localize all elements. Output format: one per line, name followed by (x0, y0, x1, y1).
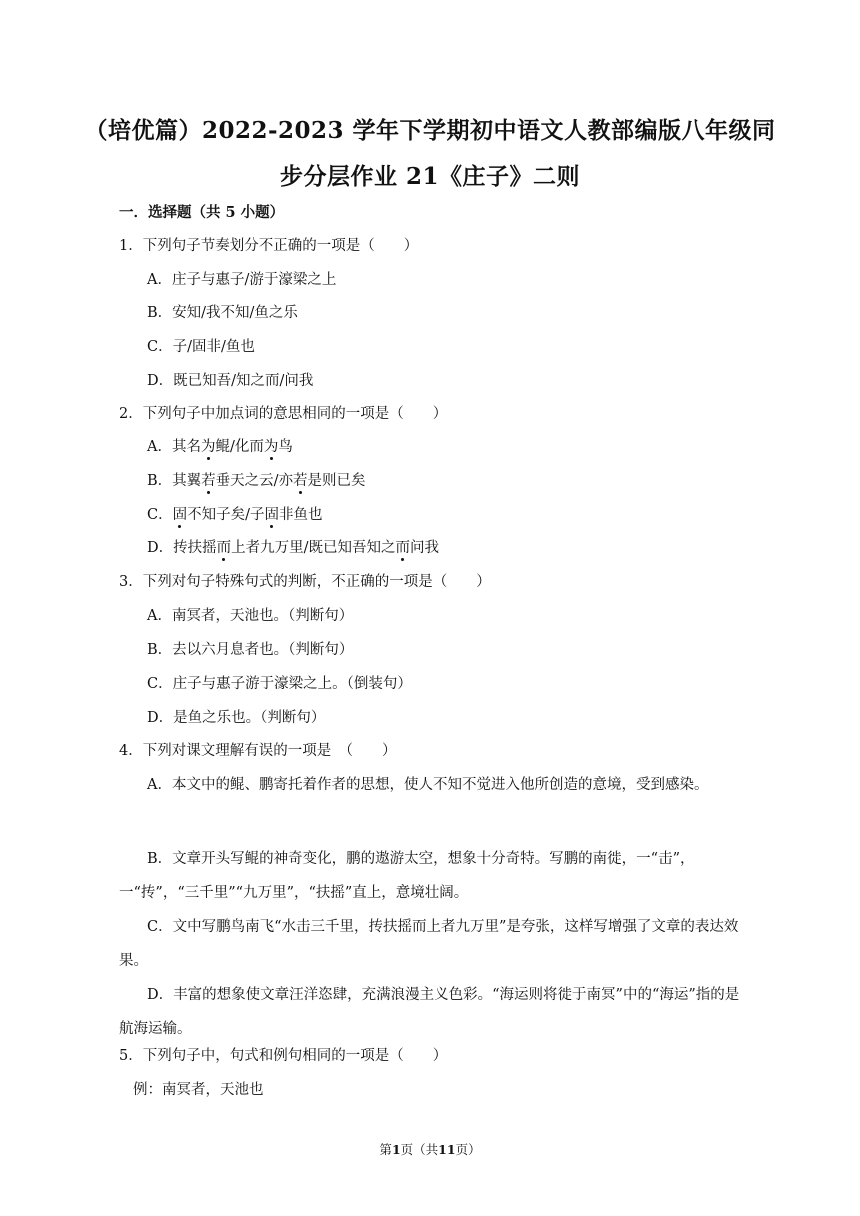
dotted-word: 固 (264, 507, 279, 523)
option-text: 上者九万里/既已知吾知之 (231, 540, 396, 556)
question-1-stem: 1．下列句子节奏划分不正确的一项是（ ） (119, 238, 419, 254)
option-text: D．抟扶摇 (147, 540, 217, 556)
option-text: 问我 (410, 540, 440, 556)
dotted-word: 为 (263, 439, 279, 455)
question-2-option-c (147, 505, 323, 525)
question-1-option-b: B．安知/我不知/鱼之乐 (147, 305, 298, 321)
dotted-word: 若 (201, 473, 216, 489)
question-3-stem: 3．下列对句子特殊句式的判断，不正确的一项是（ ） (119, 574, 491, 590)
option-text: 非鱼也 (279, 507, 323, 523)
question-4-stem: 4．下列对课文理解有误的一项是 （ ） (119, 743, 397, 759)
option-text: 不知子矣/子 (187, 507, 265, 523)
question-2-option-b (147, 471, 366, 491)
dotted-word: 而 (395, 540, 411, 556)
option-text: 垂天之云/亦 (215, 473, 294, 489)
question-2-option-d (147, 538, 439, 558)
question-3-option-a: A．南冥者，天池也。（判断句） (147, 608, 354, 624)
question-1-option-a: A．庄子与惠子/游于濠梁之上 (147, 272, 337, 288)
footer-text: 第 (379, 1142, 392, 1157)
question-4-option-d: D．丰富的想象使文章汪洋恣肆，充满浪漫主义色彩。“海运则将徙于南冥”中的“海运”指的是航海运输。 (119, 987, 740, 1037)
total-pages: 11 (438, 1142, 456, 1157)
page-number: 1 (391, 1142, 401, 1157)
question-1-option-d: D．既已知吾/知之而/问我 (147, 373, 314, 389)
section-heading: 一．选择题（共 5 小题） (119, 204, 285, 221)
question-5-stem: 5．下列句子中，句式和例句相同的一项是（ ） (119, 1048, 448, 1064)
question-3-option-b: B．去以六月息者也。（判断句） (147, 642, 354, 658)
footer-text: 页（共 (400, 1142, 439, 1157)
option-text: B．其翼 (147, 473, 202, 489)
option-text: C． (147, 507, 173, 523)
dotted-word: 为 (200, 439, 216, 455)
footer-text: 页） (455, 1142, 481, 1157)
page-footer (0, 1140, 860, 1158)
question-3-option-d: D．是鱼之乐也。（判断句） (147, 710, 326, 726)
question-4-option-a: A．本文中的鲲、鹏寄托着作者的思想，使人不知不觉进入他所创造的意境，受到感染。 (147, 777, 709, 793)
document-title-line-1: （培优篇）2022-2023 学年下学期初中语文人教部编版八年级同 (84, 117, 776, 144)
option-text: 鲲/化而 (215, 439, 264, 455)
question-3-option-c: C．庄子与惠子游于濠梁之上。（倒装句） (147, 676, 412, 692)
document-title-line-2: 步分层作业 21《庄子》二则 (279, 163, 580, 190)
question-2-stem: 2．下列句子中加点词的意思相同的一项是（ ） (119, 406, 448, 422)
option-text: 鸟 (278, 439, 293, 455)
dotted-word: 若 (293, 473, 308, 489)
question-1-option-c: C．子/固非/鱼也 (147, 339, 255, 355)
question-4-option-c: C．文中写鹏鸟南飞“水击三千里，抟扶摇而上者九万里”是夸张，这样写增强了文章的表达效果。 (119, 919, 739, 969)
option-text: A．其名 (147, 439, 201, 455)
question-2-option-a (147, 437, 293, 457)
dotted-word: 而 (216, 540, 232, 556)
question-5-example: 例：南冥者，天池也 (133, 1082, 264, 1098)
option-text: 是则已矣 (307, 473, 366, 489)
dotted-word: 固 (172, 507, 188, 523)
question-4-option-b: B．文章开头写鲲的神奇变化，鹏的遨游太空，想象十分奇特。写鹏的南徙，一“击”，一“抟”，“三千里”“九万里”，“扶摇”直上，意境壮阔。 (119, 851, 695, 901)
